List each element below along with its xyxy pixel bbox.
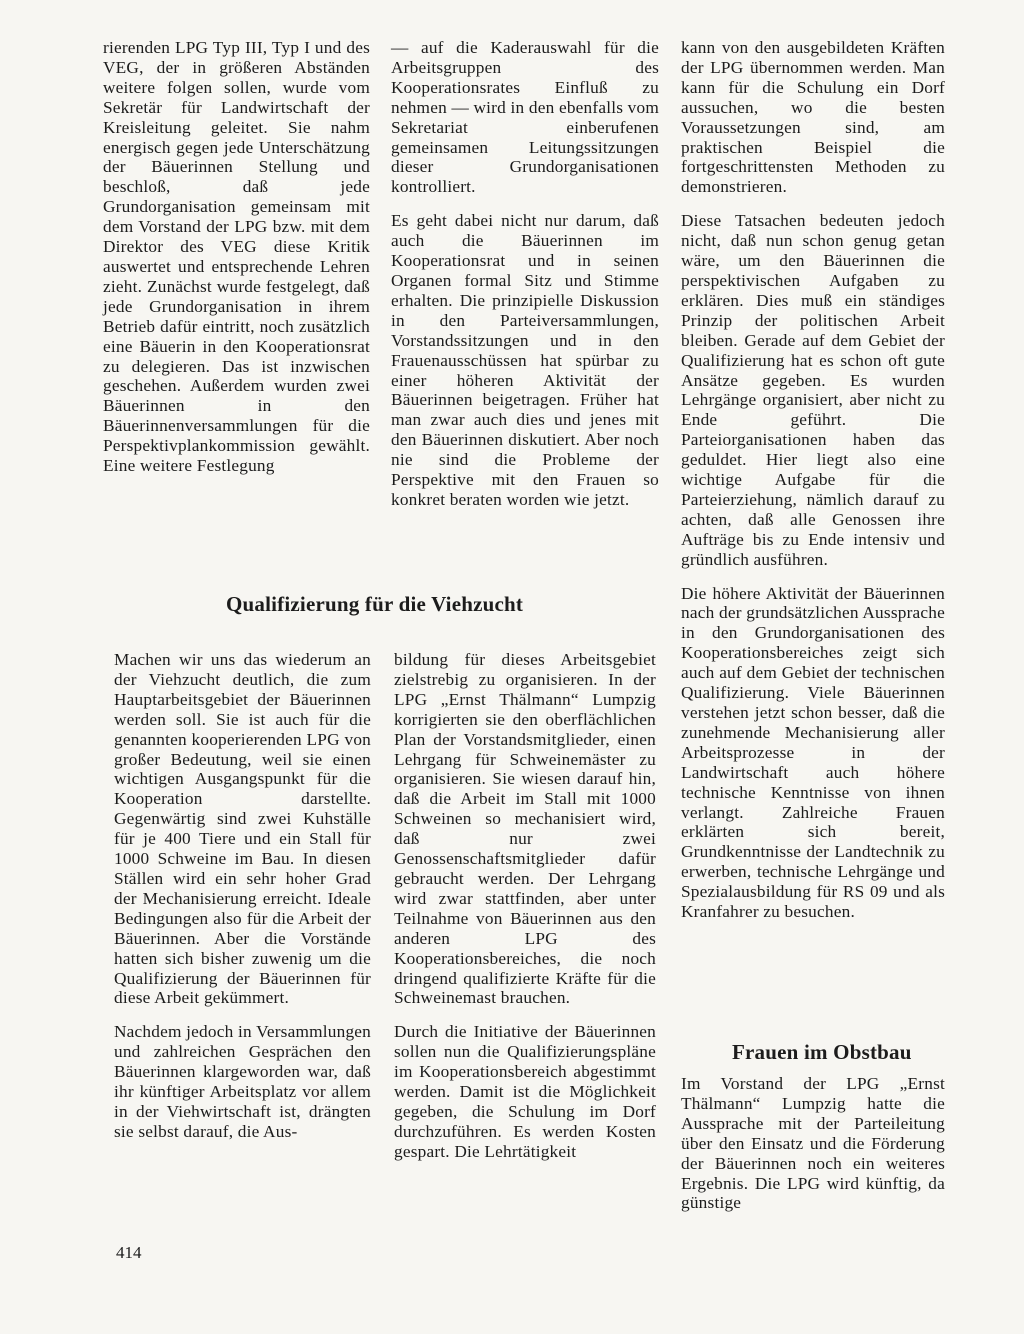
paragraph: rierenden LPG Typ III, Typ I und des VEG, der in größeren Abständen weitere folgen sollen, wurde vom Sekretär für Landwirtschaft der Kreisleitung geleitet. Sie nahm energisch gegen jede Unterschätzung der Bäuerinnen Stellung und beschloß, daß jede Grundorganisation gemeinsam mit dem Vorstand der LPG bzw. mit dem Direktor des VEG diese Kritik auswertet und entsprechende Lehren zieht. Zunächst wurde festgelegt, daß jede Grundorganisation in ihrem Betrieb dafür eintritt, noch zusätzlich eine Bäuerin in den Kooperationsrat zu delegieren. Das ist inzwischen geschehen. Außerdem wurden zwei Bäuerinnen in den Bäuerinnenversammlungen für die Perspektivplankommission gewählt. Eine weitere Festlegung bbox=[103, 38, 370, 476]
column-left-top bbox=[103, 38, 370, 490]
paragraph: Nachdem jedoch in Versammlungen und zahlreichen Gesprächen den Bäuerinnen klargeworden war, daß ihr künftiger Arbeitsplatz vor allem in der Viehwirtschaft ist, drängten sie selbst darauf, die Aus- bbox=[114, 1022, 371, 1141]
paragraph: Im Vorstand der LPG „Ernst Thälmann“ Lumpzig hatte die Aussprache mit der Parteileitung über den Einsatz und die Förderung der Bäuerinnen noch ein weiteres Ergebnis. Die LPG wird künftig, da günstige bbox=[681, 1074, 945, 1213]
page-number: 414 bbox=[116, 1243, 142, 1262]
paragraph: Durch die Initiative der Bäuerinnen sollen nun die Qualifizierungspläne im Kooperationsbereich abgestimmt werden. Damit ist die Möglichkeit gegeben, die Schulung im Dorf durchzuführen. Es werden Kosten gespart. Die Lehrtätigkeit bbox=[394, 1022, 656, 1161]
paragraph: Diese Tatsachen bedeuten jedoch nicht, daß nun schon genug getan wäre, um den Bäuerinnen die perspektivischen Aufgaben zu erklären. Dies muß ein ständiges Prinzip der politischen Arbeit bleiben. Gerade auf dem Gebiet der Qualifizierung hat es schon oft gute Ansätze gegeben. Es wurden Lehrgänge organisiert, aber nicht zu Ende geführt. Die Parteiorganisationen haben das geduldet. Hier liegt also eine wichtige Aufgabe für die Parteierziehung, nämlich darauf zu achten, daß alle Genossen ihre Aufträge bis zu Ende intensiv und gründlich ausführen. bbox=[681, 211, 945, 569]
paragraph: Machen wir uns das wiederum an der Viehzucht deutlich, die zum Hauptarbeitsgebiet der Bäuerinnen werden soll. Sie ist auch für die genannten kooperierenden LPG von großer Bedeutung, weil sie einen wichtigen Ausgangspunkt für die Kooperation darstellte. Gegenwärtig sind zwei Kuhställe für je 400 Tiere und ein Stall für 1000 Schweine im Bau. In diesen Ställen wird ein sehr hoher Grad der Mechanisierung erreicht. Ideale Bedingungen also für die Arbeit der Bäuerinnen. Aber die Vorstände hatten sich bisher zuwenig um die Qualifizierung der Bäuerinnen für diese Arbeit gekümmert. bbox=[114, 650, 371, 1008]
paragraph: Die höhere Aktivität der Bäuerinnen nach der grundsätzlichen Aussprache in den Grundorganisationen des Kooperationsbereiches zeigt sich auch auf dem Gebiet der technischen Qualifizierung. Viele Bäuerinnen verstehen jetzt schon besser, daß die zunehmende Mechanisierung aller Arbeitsprozesse in der Landwirtschaft auch höhere technische Kenntnisse von ihnen verlangt. Zahlreiche Frauen erklärten sich bereit, Grundkenntnisse der Landtechnik zu erwerben, technische Lehrgänge und Spezialausbildung für RS 09 und als Kranfahrer zu besuchen. bbox=[681, 583, 945, 922]
paragraph: kann von den ausgebildeten Kräften der LPG übernommen werden. Man kann für die Schulung ein Dorf aussuchen, wo die besten Voraussetzungen sind, am praktischen Beispiel die fortgeschrittensten Methoden zu demonstrieren. bbox=[681, 38, 945, 197]
column-middle-top bbox=[391, 38, 659, 524]
column-right bbox=[681, 38, 945, 936]
paragraph: bildung für dieses Arbeitsgebiet zielstrebig zu organisieren. In der LPG „Ernst Thälmann“ Lumpzig korrigierten sie den oberflächlichen Plan der Vorstandsmitglieder, einen Lehrgang für Schweinemäster zu organisieren. Sie wiesen darauf hin, daß die Arbeit im Stall mit 1000 Schweinen so mechanisiert wird, daß nur zwei Genossenschaftsmitglieder dafür gebraucht werden. Der Lehrgang wird zwar stattfinden, aber unter Teilnahme von Bäuerinnen aus den anderen LPG des Kooperationsbereiches, die noch dringend qualifizierte Kräfte für die Schweinemast brauchen. bbox=[394, 650, 656, 1008]
paragraph: Es geht dabei nicht nur darum, daß auch die Bäuerinnen im Kooperationsrat und in seinen Organen formal Sitz und Stimme erhalten. Die prinzipielle Diskussion in den Parteiversammlungen, Vorstandssitzungen und in den Frauenausschüssen hat spürbar zu einer höheren Aktivität der Bäuerinnen beigetragen. Früher hat man zwar auch dies und jenes mit den Bäuerinnen diskutiert. Aber noch nie sind die Probleme der Perspektive mit den Frauen so konkret beraten worden wie jetzt. bbox=[391, 211, 659, 509]
column-middle-bottom bbox=[394, 650, 656, 1176]
column-right-continued bbox=[681, 1074, 945, 1227]
section-heading: Qualifizierung für die Viehzucht bbox=[226, 592, 524, 616]
subsection-heading: Frauen im Obstbau bbox=[732, 1040, 912, 1064]
paragraph: — auf die Kaderauswahl für die Arbeitsgruppen des Kooperationsrates Einfluß zu nehmen — wird in den ebenfalls vom Sekretariat einberufenen gemeinsamen Leitungssitzungen dieser Grundorganisationen kontrolliert. bbox=[391, 38, 659, 197]
column-left-bottom bbox=[114, 650, 371, 1156]
